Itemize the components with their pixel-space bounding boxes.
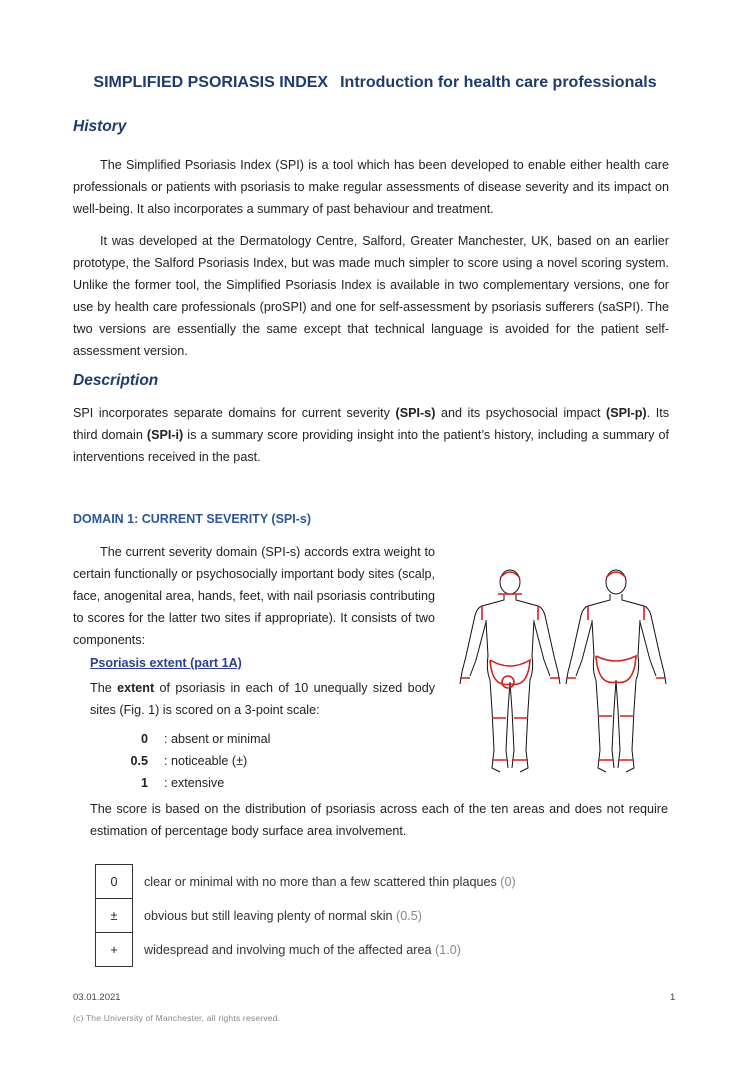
title-sub: Introduction for health care professionals	[340, 74, 657, 91]
scale-score: 0	[140, 732, 148, 746]
extent-subheading: Psoriasis extent (part 1A)	[90, 656, 242, 670]
severity-paragraph: The current severity domain (SPI-s) accords extra weight to certain functionally or psychosocially important body sites (scalp, face, anogenital area, hands, feet, with nail psoriasis contributing to scores for the latter two sites if appropriate). It consists of two components:	[73, 545, 435, 647]
front-body-outline	[460, 570, 560, 772]
extent-scale-list	[112, 728, 412, 794]
page-title	[0, 74, 750, 92]
scale-row	[112, 728, 412, 750]
legend-symbol: ±	[96, 899, 133, 933]
history-paragraph-1: The Simplified Psoriasis Index (SPI) is a tool which has been developed to enable either health care professionals or patients with psoriasis to make regular assessments of disease severity and its impact on well-being. It also incorporates a summary of past behaviour and treatment.	[73, 158, 669, 216]
legend-text: obvious but still leaving plenty of normal skin (0.5)	[144, 908, 422, 923]
legend-text: widespread and involving much of the affected area (1.0)	[144, 942, 461, 957]
legend-value: (0)	[500, 874, 516, 889]
history-heading: History	[73, 118, 127, 135]
distribution-note: The score is based on the distribution of psoriasis across each of the ten areas and does not require estimation of percentage body surface area involvement.	[90, 802, 668, 838]
table-row	[96, 899, 517, 933]
front-shoulder-region	[482, 606, 538, 620]
front-anogenital-region	[502, 676, 514, 688]
scale-description: : extensive	[164, 776, 225, 790]
scale-description: : noticeable (±)	[164, 754, 248, 768]
spi-p-label: (SPI-p)	[606, 406, 647, 420]
spi-s-label: (SPI-s)	[395, 406, 436, 420]
legend-symbol: +	[96, 933, 133, 967]
scale-row	[112, 750, 412, 772]
extent-legend-table	[95, 864, 517, 967]
legend-value: (1.0)	[435, 942, 461, 957]
body-sites-figure	[452, 560, 670, 782]
scale-row	[112, 772, 412, 794]
legend-symbol: 0	[96, 865, 133, 899]
back-pelvis-region	[596, 656, 636, 682]
domain1-heading: DOMAIN 1: CURRENT SEVERITY (SPI-s)	[73, 512, 311, 526]
history-paragraph-2: It was developed at the Dermatology Centre, Salford, Greater Manchester, UK, based on an earlier prototype, the Salford Psoriasis Index, but was made much simpler to score using a novel scoring system. Unlike the former tool, the Simplified Psoriasis Index is available in two complementary versions, one for use by health care professionals (proSPI) and one for self-assessment by psoriasis sufferers (saSPI). The two versions are essentially the same except that technical language is avoided for the patient self-assessment version.	[73, 234, 669, 358]
scale-description: : absent or minimal	[164, 732, 271, 746]
body-sites-diagram	[452, 560, 670, 782]
front-pelvis-region	[490, 660, 530, 685]
scale-score: 1	[140, 776, 148, 790]
spi-i-label: (SPI-i)	[146, 428, 184, 442]
scale-score: 0.5	[130, 754, 148, 768]
back-body-outline	[566, 570, 666, 772]
extent-bold: extent	[117, 681, 155, 695]
table-row	[96, 933, 517, 967]
page-number: 1	[670, 992, 676, 1003]
extent-paragraph: The extent of psoriasis in each of 10 unequally sized body sites (Fig. 1) is scored on a 3-point scale:	[90, 681, 435, 717]
footer-date: 03.01.2021	[73, 992, 121, 1003]
description-heading: Description	[73, 372, 159, 389]
back-shoulder-region	[588, 606, 644, 620]
copyright-notice: (c) The University of Manchester, all rights reserved.	[73, 1013, 281, 1023]
description-paragraph: SPI incorporates separate domains for current severity (SPI-s) and its psychosocial impact (SPI-p). Its third domain (SPI-i) is a summary score providing insight into the patient’s history, including a summary of interventions received in the past.	[73, 406, 669, 464]
table-row	[96, 865, 517, 899]
title-main: SIMPLIFIED PSORIASIS INDEX	[93, 74, 329, 91]
legend-text: clear or minimal with no more than a few scattered thin plaques (0)	[144, 874, 516, 889]
legend-value: (0.5)	[396, 908, 422, 923]
